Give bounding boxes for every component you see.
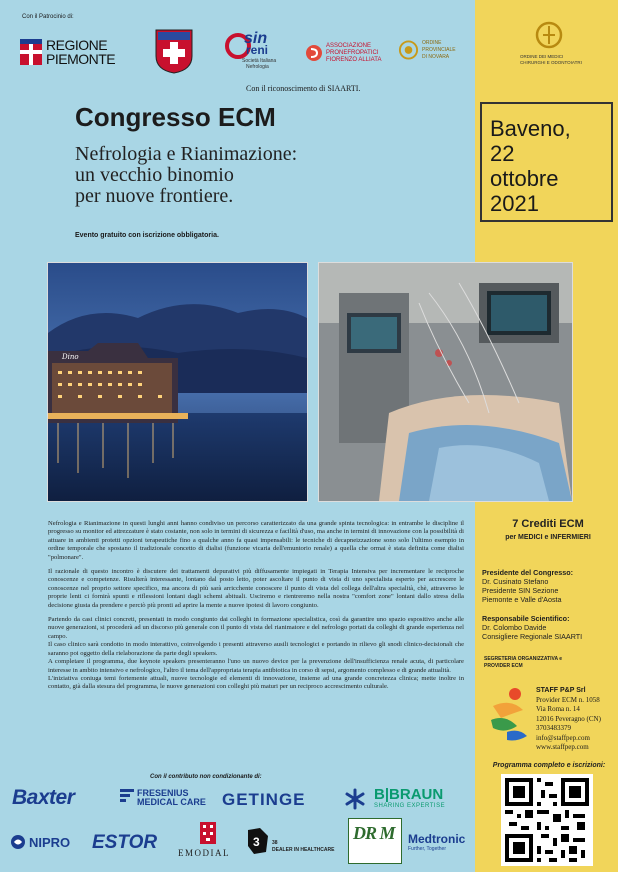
fresenius-line2: MEDICAL CARE [137,797,206,807]
body-paragraph: Partendo da casi clinici concreti, presentati in modo congiunto dai colleghi in formazione specialistica, così da garantire uno spazio espositivo anche alle nuove generazioni, si procederà ad un discorso più generale con il punto di vista del rianimatore e del nefrologo portati da colleghi di grande esperienza nel campo. [48,616,464,640]
crediti-block [484,518,612,541]
emodial-name: EMODIAL [178,848,230,858]
fresenius-line1: FRESENIUS [137,788,189,798]
lake-photo-image [48,263,307,501]
presidente-name: Dr. Cusinato Stefano [482,577,549,586]
regione-line1: REGIONE [46,37,108,53]
qr-code-icon [501,774,593,866]
subtitle-line2: un vecchio binomio [75,164,234,186]
segreteria-address1: Via Roma n. 14 [536,705,580,713]
segreteria-web[interactable]: www.staffpep.com [536,743,589,751]
segreteria-label [484,656,562,670]
crediti-title: 7 Crediti ECM [512,518,584,530]
segreteria-phone: 3703483379 [536,724,571,732]
presidente-label: Presidente del Congresso: [482,568,574,577]
baxter-logo: Baxter [12,786,75,809]
date-day: 22 [490,141,515,166]
subtitle-line1: Nefrologia e Rianimazione: [75,143,298,165]
segreteria-email[interactable]: info@staffpep.com [536,733,590,742]
kidney-icon [305,44,323,62]
regione-line2: PIEMONTE [46,51,116,67]
assoc-line1: ASSOCIAZIONE [326,42,372,49]
regione-shield-icon [20,39,42,65]
date-month: ottobre [490,166,559,191]
body-paragraph: Nefrologia e Rianimazione in questi lunghi anni hanno condiviso un percorso caratterizzato da una grande spinta tecnologica: in entrambe le discipline il progresso su monitor ed attrezzature è stato costante, non solo in termini di sicurezza e facilità d'uso, ma anche in termini di innovazione con la possibilità di attuare in ambienti protetti opzioni terapeutiche fino a qualche anno fa quasi impensabili: le tecniche di decapneizzazione sono solo l'ultimo esempio in ordine temporale che spostano il tradizionale concetto di dialisi (funzione vicaria dell'emuntorio renale) a quella che ormai è stata definita come dialisi "polmonare". [48,520,464,561]
programma-label: Programma completo e iscrizioni: [492,762,606,769]
nipro-logo [10,834,70,850]
subtitle-line3: per nuove frontiere. [75,185,234,207]
ordine-line2: DI NOVARA [422,53,450,60]
nipro-name: NIPRO [29,834,71,850]
svg-text:3: 3 [253,835,260,849]
drm-name: DR M [353,823,395,843]
presidente-block [482,568,612,604]
emodial-icon [200,822,216,844]
asterisk-icon [344,788,366,810]
body-paragraph: L'iniziativa coniuga temi fortemente attuali, nuove tecnologie ed elementi di innovazione, insieme ad una grande concretezza clinica; mette inoltre in contatto, già dalla stesura del programma, le nuove generazioni con colleghi più maturi per un reciproco accrescimento culturale. [48,674,464,691]
dealer-logo [246,826,270,860]
body-text [48,520,464,698]
presidente-role2: Piemonte e Valle d'Aosta [482,595,562,604]
ordine-line1: ORDINE PROVINCIALE [422,39,456,53]
sin-sub: reni [246,43,269,57]
staffpp-logo-icon [483,684,533,744]
dealer-line1: 38 [272,840,278,846]
medici-line1: ORDINE DEI MEDICI [520,54,564,59]
hotel-sign: Dino [62,353,79,361]
assoc-line2: PRONEFROPATICI [326,49,379,56]
qr-code[interactable] [501,774,593,866]
drm-logo [348,818,402,864]
asl-logo [152,26,196,74]
medtronic-name: Medtronic [408,832,466,846]
sin-name: sin [244,30,268,47]
contributo-label: Con il contributo non condizionante di: [150,774,262,780]
date-box [480,102,613,222]
sin-logo [224,30,294,70]
sin-caption2: Nefrologia [246,64,269,70]
fresenius-logo [120,789,206,807]
subtitle [75,144,375,207]
nipro-icon [10,834,26,850]
presidente-role1: Presidente SIN Sezione [482,586,559,595]
medici-emblem-icon [534,20,564,50]
icu-photo-image [319,263,572,501]
segreteria-contact [536,686,616,753]
regione-piemonte-logo [20,36,128,68]
body-paragraph: Il caso clinico sarà condotto in modo interattivo, coinvolgendo i presenti attraverso ausili tecnologici e portando in rilievo gli snodi clinico-decisionali che saranno poi oggetto della rielaborazione da parte degli speakers. [48,641,464,657]
segreteria-label2: PROVIDER ECM [484,663,523,669]
date-place: Baveno, [490,116,571,141]
dealer-icon [246,826,270,856]
assoc-line3: FIORENZO ALLIATA [326,56,382,63]
ordine-emblem-icon [398,39,419,61]
estor-logo: ESTOR [92,832,158,853]
ordine-provinciale-logo [398,36,474,64]
responsabile-label: Responsabile Scientifico: [482,614,570,623]
responsabile-role: Consigliere Regionale SIAARTI [482,632,583,641]
icu-photo [318,262,573,502]
responsabile-block [482,614,612,641]
bbraun-tagline: SHARING EXPERTISE [374,803,446,809]
ordine-medici-logo [520,20,610,76]
page-title: Congresso ECM [75,102,276,132]
segreteria-company: STAFF P&P Srl [536,687,586,694]
fresenius-icon [120,789,134,807]
bbraun-logo [374,786,445,809]
evento-text: Evento gratuito con iscrizione obbligatoria. [75,232,219,239]
asterisk-logo [344,788,366,814]
bbraun-name: B|BRAUN [374,786,444,803]
body-paragraph: A completare il programma, due keynote speakers presenteranno l'uno un nuovo device per la prevenzione dell'insufficienza renale acuta, di particolare interesse in ambito intensivo e nefrologico, l'altro il tema dell'appropriata terapia antibiotica in corso di sepsi, argomento complesso e di grande attualità. [48,658,464,674]
body-paragraph: Il razionale di questo incontro è discutere dei trattamenti depurativi più diffusamente impiegati in Terapia Intensiva per incrementare le reciproche conoscenze e competenze. Risulterà interessante, lontano dal posto letto, poter ascoltare il punto di vista di uno specialista esperto per accrescere le conoscenze nel proprio settore specifico, ma ancora di più sarà arricchente conoscere il punto di vista del collega dell'altra specialità, chè, attraverso le proprie lenti ci fornirà spunti e riflessioni lontani dagli schemi abituali. Usciremo e rientreremo nella nostra "comfort zone" lontani dallo stress della decisione giusta da prendere e perciò più pronti ad aprire la mente a nuove ipotesi di lavoro congiunto. [48,568,464,609]
patrocinio-label: Con il Patrocinio di: [22,14,74,20]
crediti-sub: per MEDICI e INFERMIERI [505,534,591,541]
medtronic-tagline: Further, Together [408,846,446,852]
staffpp-logo [483,684,533,744]
segreteria-provider: Provider ECM n. 1058 [536,695,600,704]
responsabile-name: Dr. Colombo Davide [482,623,547,632]
date-year: 2021 [490,191,539,216]
emodial-logo [178,822,238,862]
associazione-logo [305,38,383,68]
sin-caption1: Società Italiana [242,58,277,64]
segreteria-address2: 12016 Peveragno (CN) [536,714,601,723]
asl-text: ASL [166,50,182,59]
riconoscimento-text: Con il riconoscimento di SIAARTI. [246,84,361,93]
medtronic-logo [408,832,465,852]
dealer-line2: DEALER IN HEALTHCARE [272,847,335,853]
lake-night-photo [47,262,308,502]
segreteria-label1: SEGRETERIA ORGANIZZATIVA e [484,656,563,662]
dealer-text [272,840,334,854]
medici-line2: CHIRURGHI E ODONTOIATRI [520,60,582,65]
getinge-logo: GETINGE [222,790,306,809]
